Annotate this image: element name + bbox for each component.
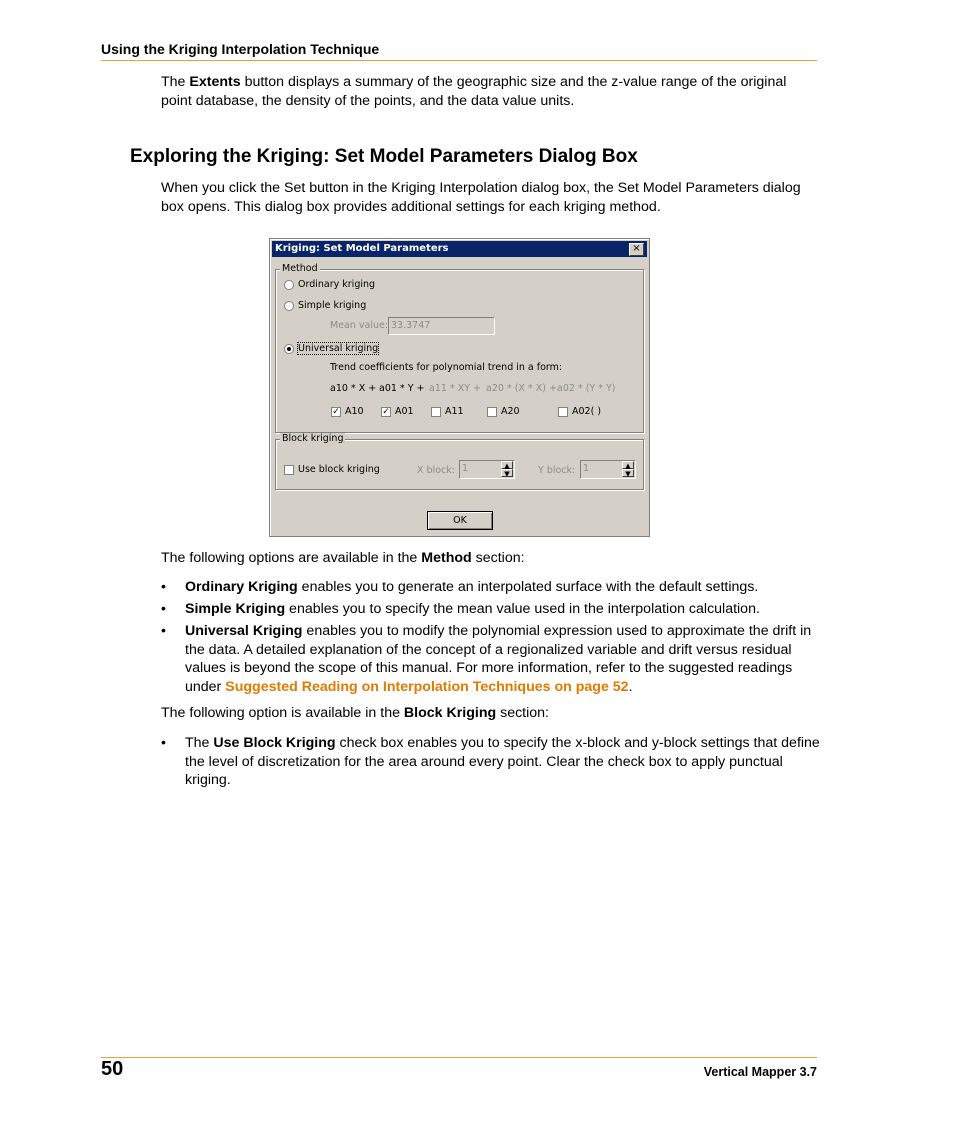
mean-value-field[interactable]: 33.3747 xyxy=(388,317,495,335)
text: button displays a summary of the geographic size and the z-value range of the original point database, the density of the points, and the data value units. xyxy=(161,74,787,109)
spin-down-icon[interactable]: ▼ xyxy=(501,469,513,477)
text: . xyxy=(628,678,633,695)
universal-term: Universal Kriging xyxy=(185,623,303,639)
y-block-field[interactable]: 1 xyxy=(580,460,636,479)
a10-label[interactable]: A10 xyxy=(345,406,364,417)
bullet-simple xyxy=(185,600,821,619)
a10-checkbox[interactable]: ✓ xyxy=(332,407,340,417)
bullet-use-block xyxy=(185,734,821,790)
use-block-kriging-label[interactable]: Use block kriging xyxy=(298,464,380,475)
extents-paragraph xyxy=(161,73,821,111)
spin-up-icon[interactable]: ▲ xyxy=(622,461,634,469)
text: enables you to specify the mean value used in the interpolation calculation. xyxy=(285,601,760,617)
a20-checkbox[interactable] xyxy=(487,407,497,417)
x-block-field[interactable]: 1 xyxy=(459,460,515,479)
block-kriging-group xyxy=(275,433,644,490)
method-intro xyxy=(161,549,821,568)
suggested-reading-link[interactable]: Suggested Reading on Interpolation Techniques on page 52 xyxy=(225,678,629,695)
ordinary-kriging-radio[interactable] xyxy=(284,280,294,290)
a20-label[interactable]: A20 xyxy=(501,406,520,417)
term-a11: a11 * XY + xyxy=(429,383,481,394)
text: enables you to modify the polynomial expression used to approximate the drift in the data. A detailed explanation of the concept of a regionalized variable and drift versus residual values is beyond the scope of this manual. For more information, refer to the suggested readings under xyxy=(185,623,812,695)
text: The xyxy=(161,74,190,90)
block-kriging-term: Block Kriging xyxy=(403,705,497,721)
footer-rule xyxy=(101,1057,817,1058)
simple-term: Simple Kriging xyxy=(185,601,286,617)
bullet-glyph: • xyxy=(161,735,166,751)
spin-up-icon[interactable]: ▲ xyxy=(501,461,513,469)
block-intro xyxy=(161,704,821,723)
a11-checkbox[interactable] xyxy=(431,407,441,417)
section-paragraph: When you click the Set button in the Kriging Interpolation dialog box, the Set Model Parameters dialog box opens. This dialog box provides additional settings for each kriging method. xyxy=(161,180,801,215)
dialog-titlebar xyxy=(272,241,647,257)
a01-label[interactable]: A01 xyxy=(395,406,414,417)
ordinary-kriging-label[interactable]: Ordinary kriging xyxy=(298,279,376,290)
term-a02: a02 * (Y * Y) xyxy=(557,383,616,394)
text: The xyxy=(185,735,214,751)
y-block-label: Y block: xyxy=(538,465,576,476)
a02-checkbox[interactable] xyxy=(558,407,568,417)
method-group-label: Method xyxy=(282,263,318,274)
term-a01: a01 * Y + xyxy=(379,383,425,394)
section-heading: Exploring the Kriging: Set Model Parameters Dialog Box xyxy=(130,146,638,167)
a11-label[interactable]: A11 xyxy=(445,406,464,417)
text: The following option is available in the xyxy=(161,705,404,721)
bullet-ordinary xyxy=(185,578,821,597)
block-kriging-group-label: Block kriging xyxy=(282,433,344,444)
dialog-title: Kriging: Set Model Parameters xyxy=(275,243,449,254)
spin-down-icon[interactable]: ▼ xyxy=(622,469,634,477)
use-block-kriging-checkbox[interactable] xyxy=(284,465,294,475)
universal-kriging-label[interactable]: Universal kriging xyxy=(298,343,379,354)
close-icon[interactable]: × xyxy=(629,243,644,256)
term-a10: a10 * X + xyxy=(330,383,377,394)
universal-kriging-radio[interactable] xyxy=(284,344,294,354)
term-a20: a20 * (X * X) + xyxy=(486,383,557,394)
running-header: Using the Kriging Interpolation Technique xyxy=(101,41,380,57)
page-number: 50 xyxy=(101,1058,124,1080)
ok-button[interactable]: OK xyxy=(427,511,493,530)
x-block-spinner[interactable] xyxy=(501,461,513,478)
extents-term: Extents xyxy=(189,74,241,90)
x-block-label: X block: xyxy=(417,465,455,476)
a01-checkbox[interactable]: ✓ xyxy=(382,407,390,417)
a02-label[interactable]: A02( ) xyxy=(572,406,602,417)
simple-kriging-radio[interactable] xyxy=(284,301,294,311)
use-block-term: Use Block Kriging xyxy=(213,735,336,751)
ordinary-term: Ordinary Kriging xyxy=(185,579,298,595)
text: section: xyxy=(471,550,525,566)
mean-value-label: Mean value: xyxy=(330,320,389,331)
text: The following options are available in the xyxy=(161,550,422,566)
trend-label: Trend coefficients for polynomial trend in a form: xyxy=(330,362,563,373)
bullet-universal xyxy=(185,622,821,696)
bullet-glyph: • xyxy=(161,579,166,595)
method-group xyxy=(275,263,644,433)
text: section: xyxy=(496,705,549,721)
text: check box enables you to specify the x-block and y-block settings that define the level of discretization for the area around every point. Clear the check box to apply punctual kriging. xyxy=(185,735,820,788)
method-term: Method xyxy=(421,550,472,566)
bullet-glyph: • xyxy=(161,601,166,617)
set-model-parameters-dialog xyxy=(269,238,650,537)
footer-product-title: Vertical Mapper 3.7 xyxy=(703,1065,817,1079)
text: enables you to generate an interpolated surface with the default settings. xyxy=(297,579,759,595)
header-rule xyxy=(101,60,817,61)
bullet-glyph: • xyxy=(161,623,166,639)
simple-kriging-label[interactable]: Simple kriging xyxy=(298,300,367,311)
y-block-spinner[interactable] xyxy=(622,461,634,478)
